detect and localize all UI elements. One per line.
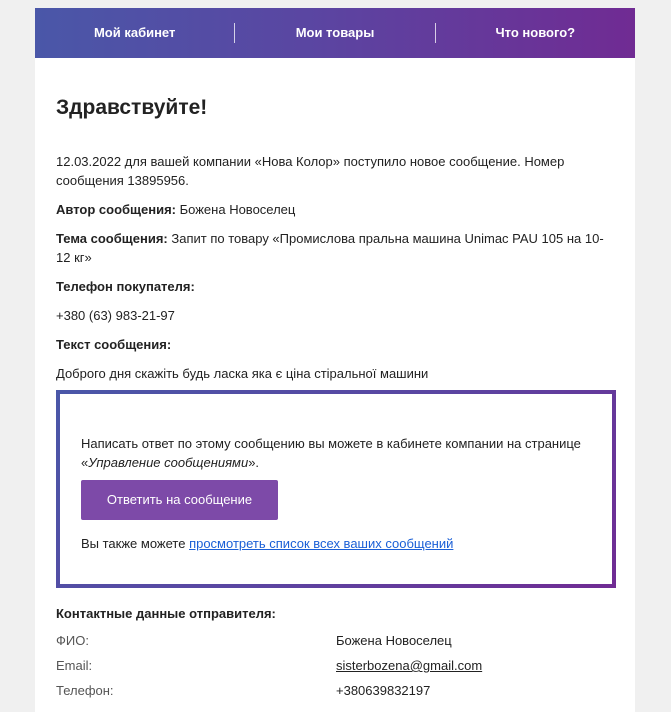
reply-text-before: Написать ответ по этому сообщению вы можете в кабинете компании на странице « [81,436,581,470]
contact-row-phone [56,681,616,700]
message-text-value: Доброго дня скажіть будь ласка яка є ціна стіральної машини [56,366,429,381]
author-value: Божена Новоселец [179,202,296,217]
phone-label-text: Телефон покупателя: [56,279,195,294]
nav-whats-new[interactable]: Что нового? [495,25,576,40]
top-navigation [35,8,635,58]
reply-instructions [81,434,601,472]
contacts-title: Контактные данные отправителя: [56,606,276,621]
contact-email-link[interactable]: sisterbozena@gmail.com [336,658,483,673]
reply-box-inner [60,394,612,584]
buyer-phone-value: +380 (63) 983-21-97 [56,308,175,323]
nav-my-cabinet[interactable]: Мой кабинет [93,25,176,40]
contact-label: Телефон: [56,683,114,698]
reply-also-line [81,534,453,553]
contact-value: Божена Новоселец [336,633,452,648]
contact-label: Email: [56,658,93,673]
reply-also-text: Вы также можете [81,536,190,551]
reply-text-after: ». [248,455,260,470]
nav-my-products[interactable]: Мои товары [295,25,375,40]
message-author [56,200,616,219]
message-subject [56,229,616,267]
email-body [35,8,635,712]
subject-value: Запит по товару «Промислова пральна машина Unimac PAU 105 на 10-12 кг» [56,231,604,265]
message-intro: 12.03.2022 для вашей компании «Нова Колор» поступило новое сообщение. Номер сообщения 13895956. [56,154,565,188]
author-label: Автор сообщения: [56,202,176,217]
reply-box [56,390,616,588]
contact-label: ФИО: [56,633,89,648]
contact-value: +380639832197 [336,683,431,698]
buyer-phone-label [56,277,616,296]
text-label: Текст сообщения: [56,337,172,352]
message-text-label [56,335,616,354]
contact-row-email [56,656,616,675]
all-messages-link[interactable]: просмотреть список всех ваших сообщений [189,536,454,551]
reply-to-message-button[interactable]: Ответить на сообщение [81,480,278,520]
contact-row-name [56,631,616,650]
greeting-heading: Здравствуйте! [56,96,208,119]
reply-text-italic: Управление сообщениями [88,455,249,470]
subject-label: Тема сообщения: [56,231,168,246]
